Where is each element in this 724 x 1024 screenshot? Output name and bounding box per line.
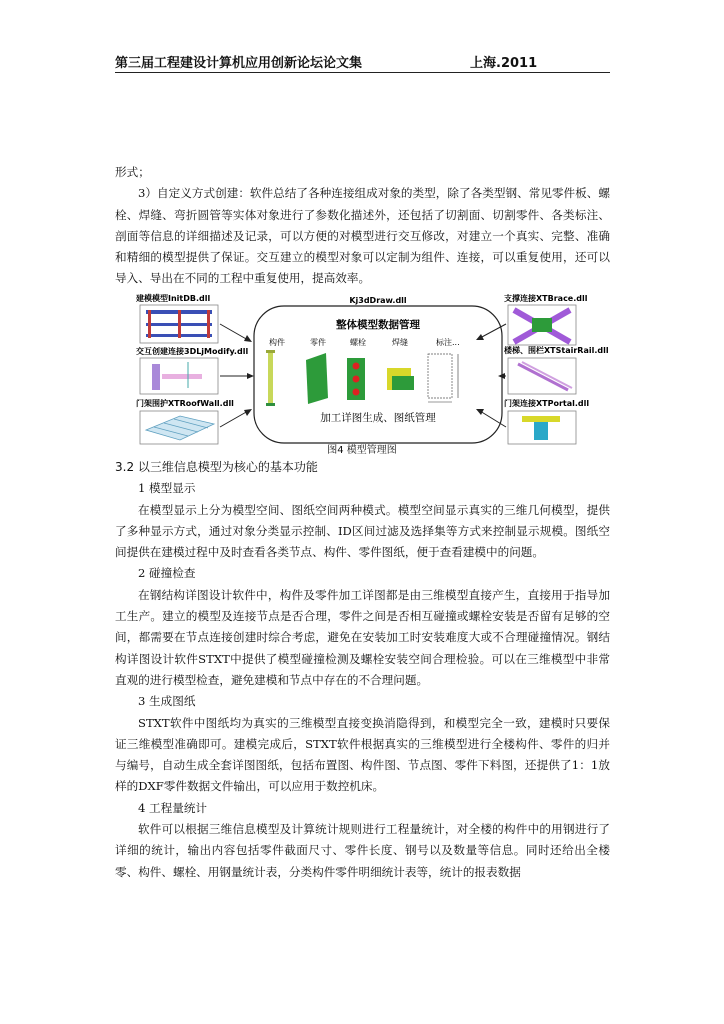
right-module-1-thumbnail <box>508 305 576 345</box>
subsection-4-title: 4 工程量统计 <box>138 800 208 815</box>
weld-graphic <box>387 368 414 390</box>
intro-block <box>115 162 610 290</box>
bottom-label: 加工详图生成、图纸管理 <box>320 412 436 424</box>
item-member: 构件 <box>269 338 285 347</box>
subsection-4-text: 软件可以根据三维信息模型及计算统计规则进行工程量统计，对全楼的构件中的用钢进行了详细的统计，输出内容包括零件截面尺寸、零件长度、钢号以及数量等信息。同时还给出全楼零、构件、螺栓、用钢量统计表，分类构件零件明细统计表等，统计的报表数据 <box>115 822 610 879</box>
header-location-year: 上海.2011 <box>470 56 538 71</box>
journal-title: 第三届工程建设计算机应用创新论坛论文集 <box>115 56 363 71</box>
arrow-left-2-head <box>247 373 254 379</box>
figure-caption: 图4 模型管理图 <box>327 445 397 456</box>
right-module-2-thumbnail <box>508 358 576 394</box>
item-annotation: 标注... <box>436 338 460 347</box>
model-management-diagram <box>130 290 620 445</box>
page-header <box>115 50 610 73</box>
item-part: 零件 <box>310 338 326 347</box>
arrow-left-3 <box>220 411 248 427</box>
left-module-3-label: 门架围护XTRoofWall.dll <box>136 399 234 408</box>
right-module-2-label: 楼梯、围栏XTStairRail.dll <box>504 346 609 355</box>
right-module-3-thumbnail <box>508 411 576 444</box>
left-module-3-thumbnail <box>140 411 218 444</box>
item-bolt: 螺栓 <box>350 338 366 347</box>
arrow-left-1 <box>220 324 248 340</box>
part-graphic <box>306 353 328 404</box>
item-weld: 焊缝 <box>392 338 408 347</box>
center-title: 整体模型数据管理 <box>336 319 420 331</box>
bolt-graphic <box>347 358 365 400</box>
right-module-1-label: 支撑连接XTBrace.dll <box>504 294 588 303</box>
center-dll-label: Kj3dDraw.dll <box>349 296 407 305</box>
subsection-2-text: 在钢结构详图设计软件中，构件及零件加工详图都是由三维模型直接产生，直接用于指导加工生产。建立的模型及连接节点是否合理，零件之间是否相互碰撞或螺栓安装是否留有足够的空间，都需要在节点连接创建时综合考虑，避免在安装加工时安装难度大或不合理碰撞情况。钢结构详图设计软件STXT中提供了模型碰撞检测及螺栓安装空间合理检验。可以在三维模型中非常直观的进行模型检查，避免建模和节点中存在的不合理问题。 <box>115 587 610 687</box>
section-3-2 <box>115 457 610 883</box>
right-module-3-label: 门架连接XTPortal.dll <box>504 399 590 408</box>
left-module-2-label: 交互创建连接3DLjModify.dll <box>136 347 249 356</box>
subsection-1-title: 1 模型显示 <box>138 481 196 496</box>
subsection-1-text: 在模型显示上分为模型空间、图纸空间两种模式。模型空间显示真实的三维几何模型，提供了多种显示方式，通过对象分类显示控制、ID区间过滤及选择集等方式来控制显示规模。图纸空间提供在建模过程中及时查看各类节点、构件、零件图纸，便于查看建模中的问题。 <box>115 502 610 560</box>
left-module-2-thumbnail <box>140 358 218 394</box>
intro-paragraph: 3）自定义方式创建：软件总结了各种连接组成对象的类型，除了各类型钢、常见零件板、螺栓、焊缝、弯折圆管等实体对象进行了参数化描述外，还包括了切割面、切割零件、各类标注、剖面等信息的详细描述及记录，可以方便的对模型进行交互修改，对建立一个真实、完整、准确和精细的模型提供了保证。交互建立的模型对象可以定制为组件、连接，可以重复使用，还可以导入、导出在不同的工程中重复使用，提高效率。 <box>115 186 610 286</box>
subsection-3-text: STXT软件中图纸均为真实的三维模型直接变换消隐得到，和模型完全一致，建模时只要保证三维模型准确即可。建模完成后，STXT软件根据真实的三维模型进行全楼构件、零件的归并与编号，自动生成全套详图图纸，包括布置图、构件图、节点图、零件下料图，还提供了1：1放样的DXF零件数据文件输出，可以应用于数控机床。 <box>115 715 610 794</box>
subsection-3-title: 3 生成图纸 <box>138 694 196 709</box>
left-module-1-label: 建模模型InitDB.dll <box>136 294 211 303</box>
subsection-2-title: 2 碰撞检查 <box>138 566 196 581</box>
intro-line: 形式； <box>115 165 150 179</box>
section-title: 3.2 以三维信息模型为核心的基本功能 <box>115 460 318 474</box>
left-module-1-thumbnail <box>140 305 218 343</box>
